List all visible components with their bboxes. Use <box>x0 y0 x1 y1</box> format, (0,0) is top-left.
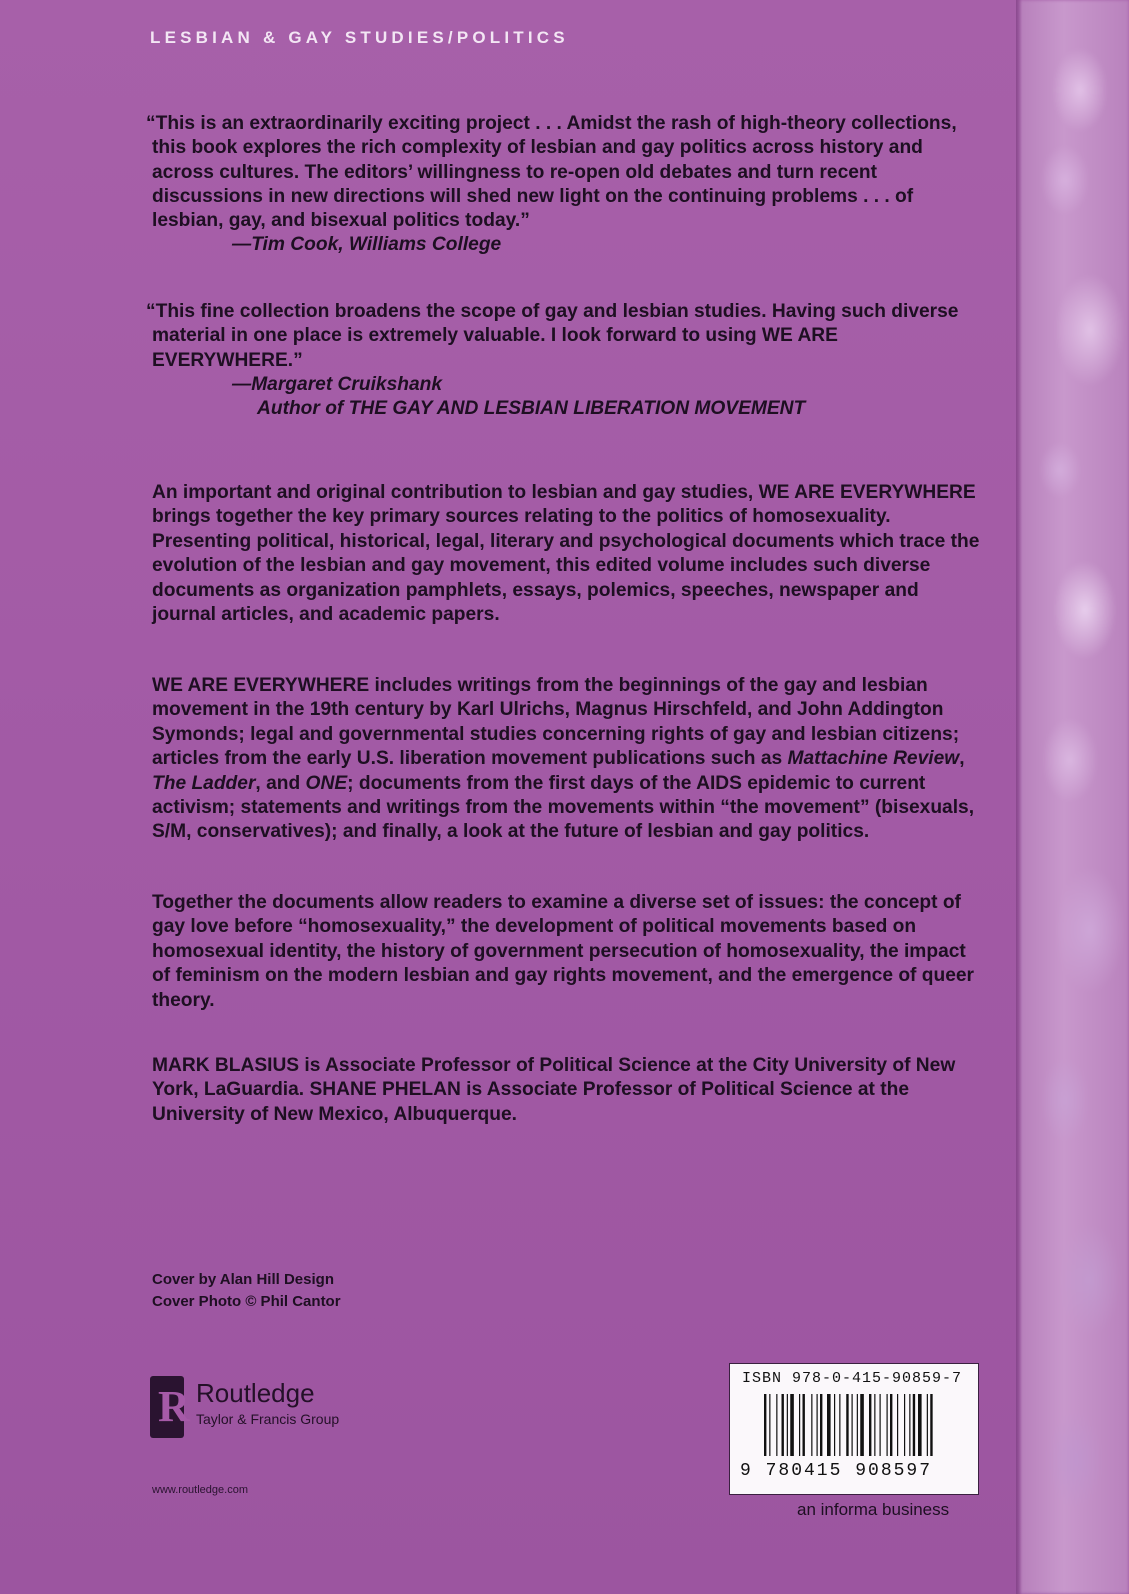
publisher-group: Taylor & Francis Group <box>196 1411 340 1427</box>
description-p2 <box>152 674 982 845</box>
cover-photo-credit: Cover Photo © Phil Cantor <box>152 1293 341 1310</box>
publisher-name: Routledge <box>196 1378 315 1408</box>
series-label: LESBIAN & GAY STUDIES/POLITICS <box>150 28 569 47</box>
publisher-url: www.routledge.com <box>152 1484 248 1496</box>
quote-2 <box>146 300 982 421</box>
isbn-barcode-box <box>729 1363 979 1495</box>
isbn-label: ISBN 978-0-415-90859-7 <box>742 1370 963 1387</box>
title-one: ONE <box>305 772 348 794</box>
quote-1-attribution: —Tim Cook, Williams College <box>232 234 502 256</box>
author-bios-text: MARK BLASIUS is Associate Professor of Political Science at the City University of New York, LaGuardia. SHANE PHELAN is Associate Professor of Political Science at the University of New Mexico, Albuquerque. <box>152 1055 956 1125</box>
photo-strip-edge <box>1016 0 1022 1594</box>
quote-2-attribution: —Margaret Cruikshank <box>232 373 443 395</box>
description-paragraph-2 <box>152 674 982 845</box>
title-the-ladder: The Ladder <box>152 772 256 794</box>
quote-2-attribution-title: Author of THE GAY AND LESBIAN LIBERATION MOVEMENT <box>257 398 806 420</box>
title-mattachine-review: Mattachine Review <box>787 748 960 770</box>
routledge-logo <box>150 1376 390 1446</box>
description-p3 <box>152 891 982 1013</box>
cover-credits <box>152 1269 341 1313</box>
informa-tagline: an informa business <box>797 1500 950 1519</box>
author-bios <box>152 1054 982 1127</box>
logo-letter: R <box>158 1382 190 1431</box>
cover-design-credit: Cover by Alan Hill Design <box>152 1271 334 1288</box>
p2-start: WE ARE EVERYWHERE includes writings from the beginnings of the gay and lesbian movement in the 19th century by Karl Ulrichs, Magnus Hirschfeld, and John Addington Symonds; legal and governmental studies concerning rights of gay and lesbian citizens; articles from the early U.S. liberation movement publications such as <box>152 675 960 770</box>
routledge-r-icon <box>150 1376 190 1438</box>
quote-1 <box>146 112 982 258</box>
description-p1 <box>152 481 982 627</box>
barcode-digits: 9 780415 908597 <box>740 1461 933 1481</box>
quote-1-text: “This is an extraordinarily exciting project . . . Amidst the rash of high-theory collections, this book explores the rich complexity of lesbian and gay politics across history and across cultures. The editors’ willingness to re-open old debates and turn recent discussions in new directions will shed new light on the continuing problems . . . of lesbian, gay, and bisexual politics today.” <box>146 113 957 232</box>
quote-2-text: “This fine collection broadens the scope of gay and lesbian studies. Having such diverse material in one place is extremely valuable. I look forward to using WE ARE EVERYWHERE.” <box>146 301 959 371</box>
description-paragraph-3: Together the documents allow readers to examine a diverse set of issues: the concept of gay love before “homosexuality,” the development of political movements based on homosexual identity, the history of government persecution of homosexuality, the impact of feminism on the modern lesbian and gay rights movement, and the emergence of queer theory. <box>152 892 975 1011</box>
p2-sep-1: , <box>959 748 965 770</box>
p2-end: ; documents from the first days of the AIDS epidemic to current activism; statements and writings from the movements within “the movement” (bisexuals, S/M, conservatives); and finally, a look at the future of lesbian and gay politics. <box>152 772 975 843</box>
p2-sep-2: , and <box>255 772 306 794</box>
description-paragraph-1: An important and original contribution to lesbian and gay studies, WE ARE EVERYWHERE brings together the key primary sources relating to the politics of homosexuality. Presenting political, historical, legal, literary and psychological documents which trace the evolution of the lesbian and gay movement, this edited volume includes such diverse documents as organization pamphlets, essays, polemics, speeches, newspaper and journal articles, and academic papers. <box>152 482 980 626</box>
cover-photo-strip <box>1020 0 1129 1594</box>
barcode-icon <box>764 1394 970 1456</box>
